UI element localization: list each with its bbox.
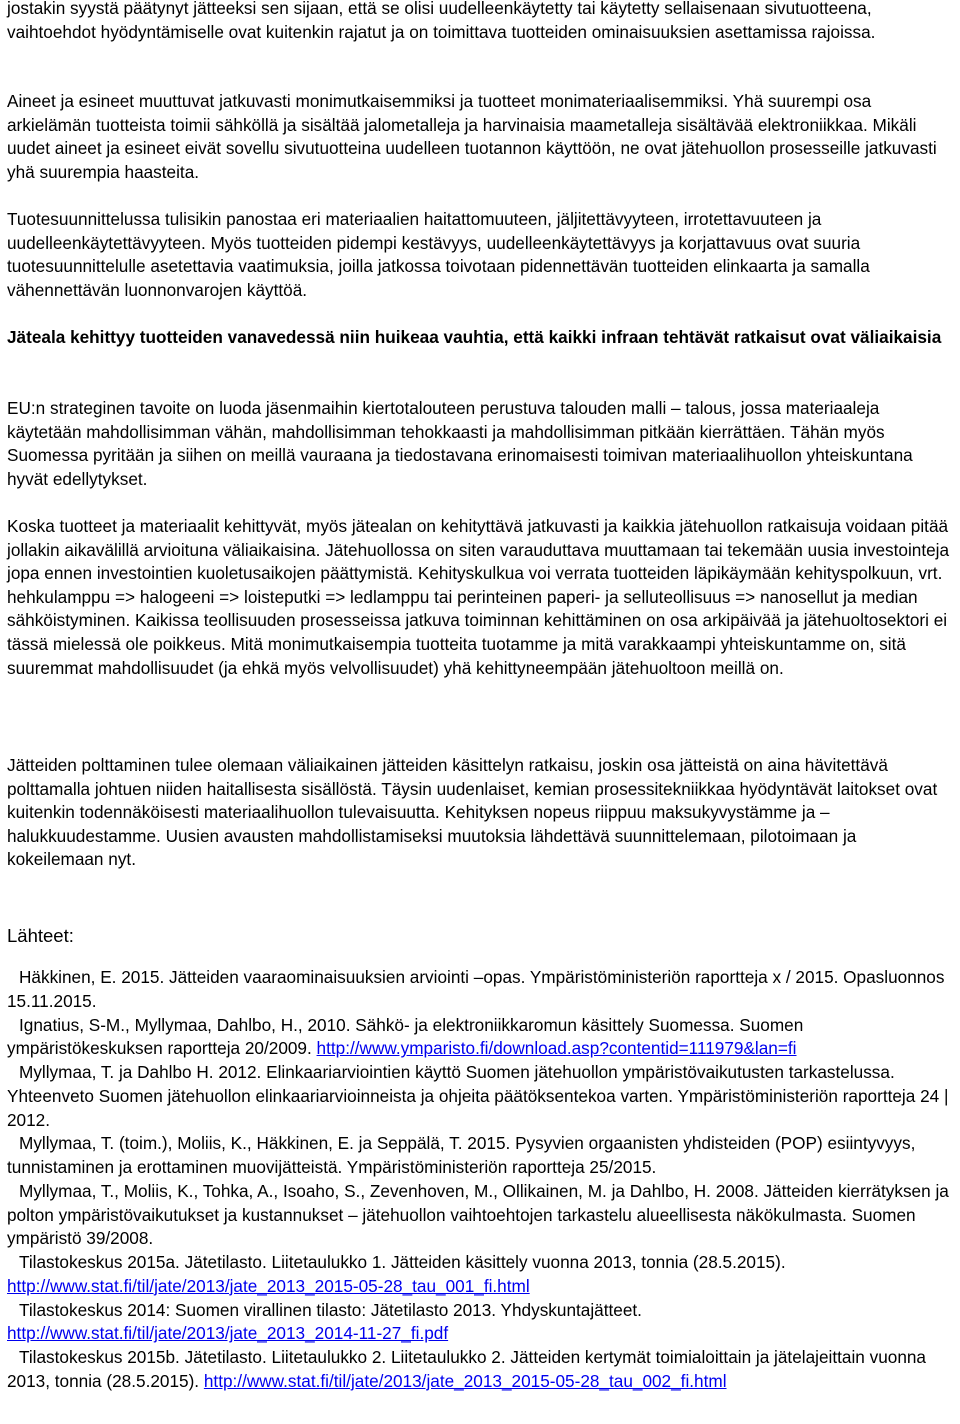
reference-item bbox=[7, 1251, 959, 1299]
reference-list bbox=[7, 966, 959, 1394]
reference-text: Myllymaa, T. ja Dahlbo H. 2012. Elinkaariarviointien käyttö Suomen jätehuollon ympäristövaikutusten tarkastelussa. Yhteenveto Suomen jätehuollon elinkaariarvioinneista ja ohjeita päätöksentekoa varten. Ympäristöministeriön raportteja 24 | 2012. bbox=[7, 1062, 949, 1130]
section-heading: Jäteala kehittyy tuotteiden vanavedessä niin huikeaa vauhtia, että kaikki infraan tehtävät ratkaisut ovat väliaikaisia bbox=[7, 327, 942, 347]
reference-item bbox=[7, 966, 959, 1014]
paragraph-6: Jätteiden polttaminen tulee olemaan väliaikainen jätteiden käsittelyn ratkaisu, joskin osa jätteistä on aina hävitettävä polttamalla johtuen niiden haitallisesta sisällöstä. Täysin uudenlaiset, kemian prosessitekniikkaa hyödyntävät laitokset ovat kuitenkin todennäköisesti materiaalihuollon tulevaisuutta. Kehityksen nopeus riippuu maksukyvystämme ja –halukkuudestamme. Uusien avausten mahdollistamiseksi muutoksia lähdettävä suunnittelemaan, pilotoimaan ja kokeilemaan nyt. bbox=[7, 755, 938, 870]
reference-item bbox=[7, 1061, 959, 1132]
reference-link[interactable]: http://www.stat.fi/til/jate/2013/jate_2013_2014-11-27_fi.pdf bbox=[7, 1323, 449, 1344]
reference-item bbox=[7, 1346, 959, 1394]
reference-text: Ignatius, S-M., Myllymaa, Dahlbo, H., 2010. Sähkö- ja elektroniikkaromun käsittely Suomessa. Suomen ympäristökeskuksen raportteja 20/2009. bbox=[7, 1014, 804, 1059]
paragraph-3: Tuotesuunnittelussa tulisikin panostaa eri materiaalien haitattomuuteen, jäljitettävyyteen, irrotettavuuteen ja uudelleenkäytettävyyteen. Myös tuotteiden pidempi kestävyys, uudelleenkäytettävyys ja korjattavuus ovat suuria tuotesuunnittelulle asetettavia vaatimuksia, joilla jatkossa toivotaan pidennettävän tuotteiden elinkaarta ja samalla vähennettävän luonnonvarojen käyttöä. bbox=[7, 209, 870, 300]
paragraph-2: Aineet ja esineet muuttuvat jatkuvasti monimutkaisemmiksi ja tuotteet monimateriaalisemmiksi. Yhä suurempi osa arkielämän tuotteista toimii sähköllä ja sisältää jalometalleja ja harvinaisia maametalleja sisältävää elektroniikkaa. Mikäli uudet aineet ja esineet eivät sovellu sivutuotteina uudelleen tuotannon käyttöön, ne ovat jätehuollon prosesseille jatkuvasti yhä suurempia haasteita. bbox=[7, 91, 937, 182]
sources-title: Lähteet: bbox=[7, 925, 74, 946]
reference-link[interactable]: http://www.stat.fi/til/jate/2013/jate_2013_2015-05-28_tau_002_fi.html bbox=[203, 1370, 727, 1391]
reference-item bbox=[7, 1014, 959, 1062]
reference-text: Myllymaa, T. (toim.), Moliis, K., Häkkinen, E. ja Seppälä, T. 2015. Pysyvien orgaanisten yhdisteiden (POP) esiintyvyys, tunnistaminen ja erottaminen muovijätteistä. Ympäristöministeriön raportteja 25/2015. bbox=[7, 1133, 916, 1177]
reference-text: Tilastokeskus 2015b. Jätetilasto. Liitetaulukko 2. Liitetaulukko 2. Jätteiden kertymät toimialoittain ja jätelajeittain vuonna 2013, tonnia (28.5.2015). bbox=[7, 1347, 926, 1391]
reference-item bbox=[7, 1299, 959, 1347]
reference-text: Häkkinen, E. 2015. Jätteiden vaaraominaisuuksien arviointi –opas. Ympäristöministeriön raportteja x / 2015. Opasluonnos 15.11.2015. bbox=[7, 967, 945, 1011]
paragraph-5: Koska tuotteet ja materiaalit kehittyvät, myös jätealan on kehityttävä jatkuvasti ja kaikkia jätehuollon ratkaisuja voidaan pitää jollakin aikavälillä arvioituna väliaikaisina. Jätehuollossa on siten varauduttava muuttamaan tai tekemään uusia investointeja jopa ennen investointien kuoletusaikojen päättymistä. Kehityskulkua voi verrata tuotteiden läpikäymään kehityspolkuun, vrt. hehkulamppu => halogeeni => loisteputki => ledlamppu tai perinteinen paperi- ja selluteollisuus => nanosellut ja median sähköistyminen. Kaikissa teollisuuden prosesseissa jatkuva toiminnan kehittäminen on osa arkipäivää ja jätehuoltosektori ei tässä mielessä ole poikkeus. Mitä monimutkaisempia tuotteita tuotamme ja mitä varakkaampi yhteiskuntamme on, sitä suuremmat mahdollisuudet (ja ehkä myös velvollisuudet) yhä kehittyneempään jätehuoltoon meillä on. bbox=[7, 516, 950, 678]
paragraph-1: jostakin syystä päätynyt jätteeksi sen sijaan, että se olisi uudelleenkäytetty tai käytetty sellaisenaan sivutuotteena, vaihtoehdot hyödyntämiselle ovat kuitenkin rajatut ja on toimittava tuotteiden ominaisuuksien asettamissa rajoissa. bbox=[7, 0, 876, 42]
reference-item bbox=[7, 1180, 959, 1251]
reference-item bbox=[7, 1132, 959, 1180]
reference-text: Tilastokeskus 2015a. Jätetilasto. Liitetaulukko 1. Jätteiden käsittely vuonna 2013, tonnia (28.5.2015). bbox=[19, 1252, 786, 1272]
reference-text: Myllymaa, T., Moliis, K., Tohka, A., Isoaho, S., Zevenhoven, M., Ollikainen, M. ja Dahlbo, H. 2008. Jätteiden kierrätyksen ja polton ympäristövaikutukset ja kustannukset – jätehuollon vaihtoehtojen tarkastelu alueellisesta näkökulmasta. Suomen ympäristö 39/2008. bbox=[7, 1180, 949, 1249]
reference-text: Tilastokeskus 2014: Suomen virallinen tilasto: Jätetilasto 2013. Yhdyskuntajätteet. bbox=[19, 1299, 642, 1320]
paragraph-4: EU:n strateginen tavoite on luoda jäsenmaihin kiertotalouteen perustuva talouden malli – talous, jossa materiaaleja käytetään mahdollisimman vähän, mahdollisimman tehokkaasti ja mahdollisimman pitkään kierrättäen. Tähän myös Suomessa pyritään ja siihen on meillä vauraana ja tiedostavana erinomaisesti toimivan materiaalihuollon yhteiskuntana hyvät edellytykset. bbox=[7, 398, 913, 489]
reference-link[interactable]: http://www.ymparisto.fi/download.asp?contentid=111979&lan=fi bbox=[316, 1038, 797, 1059]
reference-link[interactable]: http://www.stat.fi/til/jate/2013/jate_2013_2015-05-28_tau_001_fi.html bbox=[7, 1275, 530, 1296]
